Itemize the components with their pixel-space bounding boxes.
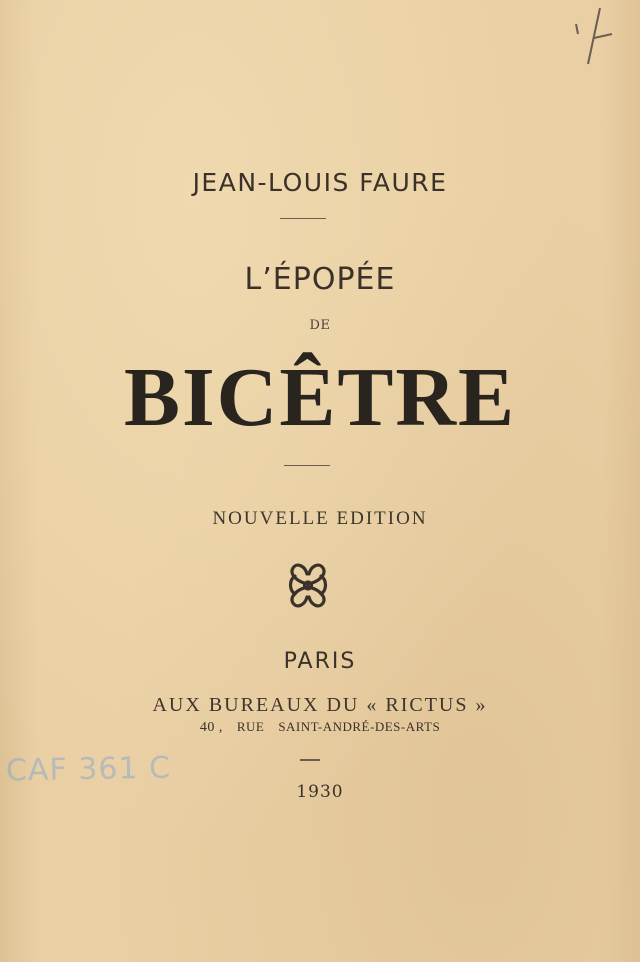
divider-rule [280, 218, 326, 219]
publication-year: 1930 [296, 782, 344, 802]
short-dash [300, 759, 320, 761]
address-number: 40 , [199, 720, 223, 735]
title-line-1: L’ÉPOPÉE [244, 262, 396, 297]
main-title: BICÊTRE [123, 351, 517, 444]
address-street-prefix: RUE [236, 719, 265, 734]
divider-rule [284, 465, 330, 466]
publication-city: PARIS [283, 649, 357, 674]
title-connector: DE [309, 318, 331, 333]
library-stamp: CAF 361 C [5, 750, 172, 789]
address-street: SAINT-ANDRÉ-DES-ARTS [278, 719, 441, 734]
author-name: JEAN-LOUIS FAURE [192, 168, 448, 197]
publisher-address [0, 719, 640, 736]
pencil-mark-icon [566, 2, 616, 70]
floral-ornament-icon [283, 560, 333, 612]
publisher-line: AUX BUREAUX DU « RICTUS » [152, 694, 488, 716]
edition-label: NOUVELLE EDITION [212, 508, 428, 529]
